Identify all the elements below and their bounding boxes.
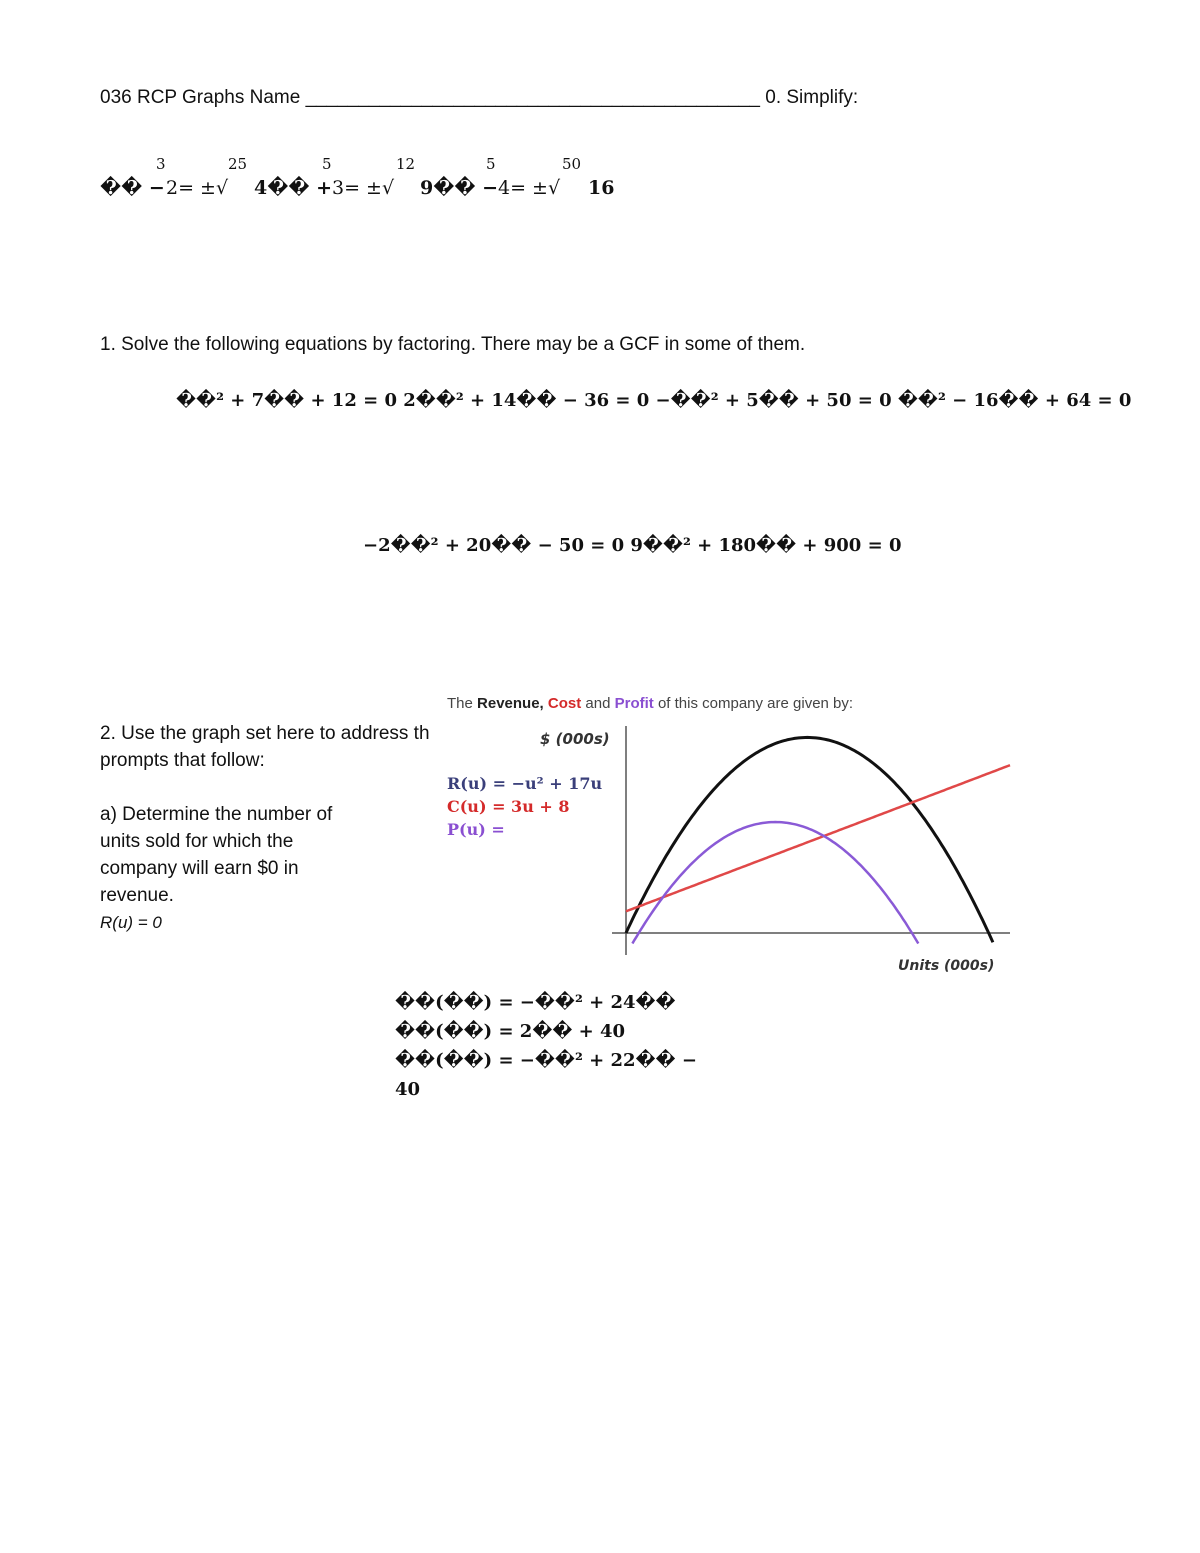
function-list xyxy=(395,988,697,1104)
q2-line-1: 2. Use the graph set here to address th xyxy=(100,723,430,744)
simplify-seg-7: 16 xyxy=(588,177,615,199)
q2-block xyxy=(100,720,460,936)
chart-title-revenue: Revenue, xyxy=(477,695,548,712)
simplify-sup-2: 25 xyxy=(228,155,248,173)
function-cost: ��(��) = 2�� + 40 xyxy=(395,1021,626,1042)
worksheet-title: 036 RCP Graphs Name xyxy=(100,87,306,108)
q2a-line-1: a) Determine the number of xyxy=(100,804,333,825)
chart-title-part-6: of this company are given by: xyxy=(653,695,854,712)
task0-label: 0. Simplify: xyxy=(765,87,859,108)
function-profit-cont: 40 xyxy=(395,1079,421,1100)
simplify-sup-6: 50 xyxy=(562,155,582,173)
chart-title-part-4: and xyxy=(581,695,615,712)
simplify-seg-5: 9�� − xyxy=(420,177,499,199)
simplify-seg-6: 4= ±√ xyxy=(498,177,561,199)
simplify-seg-3: 4�� + xyxy=(254,177,333,199)
revenue-cost-profit-chart xyxy=(540,720,1020,980)
simplify-sup-1: 3 xyxy=(156,155,166,173)
function-profit: ��(��) = −��² + 22�� − xyxy=(395,1050,697,1071)
q2a-answer: R(u) = 0 xyxy=(100,913,162,932)
simplify-sup-3: 5 xyxy=(322,155,332,173)
chart-title-cost: Cost xyxy=(547,695,582,712)
chart-title-part-1: The xyxy=(447,695,478,712)
chart-title xyxy=(447,695,853,712)
legend-revenue: R(u) = −u² + 17u xyxy=(447,774,603,793)
simplify-seg-2: 2= ±√ xyxy=(166,177,229,199)
chart-title-profit: Profit xyxy=(614,695,654,712)
function-revenue: ��(��) = −��² + 24�� xyxy=(395,992,676,1013)
x-axis-label: Units (000s) xyxy=(898,958,995,974)
q1-equations-row-1: ��² + 7�� + 12 = 0 2��² + 14�� − 36 = 0 −��² + 5�� + 50 = 0 ��² − 16�� + 64 = 0 xyxy=(176,390,1132,411)
legend-cost: C(u) = 3u + 8 xyxy=(447,797,570,816)
legend-profit: P(u) = xyxy=(447,820,505,839)
simplify-expressions xyxy=(100,155,660,205)
name-blank: ___________________________________________ xyxy=(305,87,760,108)
cost-line xyxy=(626,765,1010,911)
q2a-line-4: revenue. xyxy=(100,885,174,906)
y-axis-label: $ (000s) xyxy=(540,730,610,748)
revenue-curve xyxy=(626,737,993,942)
q1-prompt: 1. Solve the following equations by factoring. There may be a GCF in some of them. xyxy=(100,334,806,355)
q2-line-2: prompts that follow: xyxy=(100,750,265,771)
q1-equations-row-2: −2��² + 20�� − 50 = 0 9��² + 180�� + 900 = 0 xyxy=(363,535,902,556)
header-line xyxy=(100,87,858,109)
simplify-seg-1: �� − xyxy=(100,177,165,199)
simplify-sup-5: 5 xyxy=(486,155,496,173)
simplify-seg-4: 3= ±√ xyxy=(332,177,395,199)
q2a-line-2: units sold for which the xyxy=(100,831,294,852)
simplify-sup-4: 12 xyxy=(396,155,416,173)
q2a-line-3: company will earn $0 in xyxy=(100,858,299,879)
